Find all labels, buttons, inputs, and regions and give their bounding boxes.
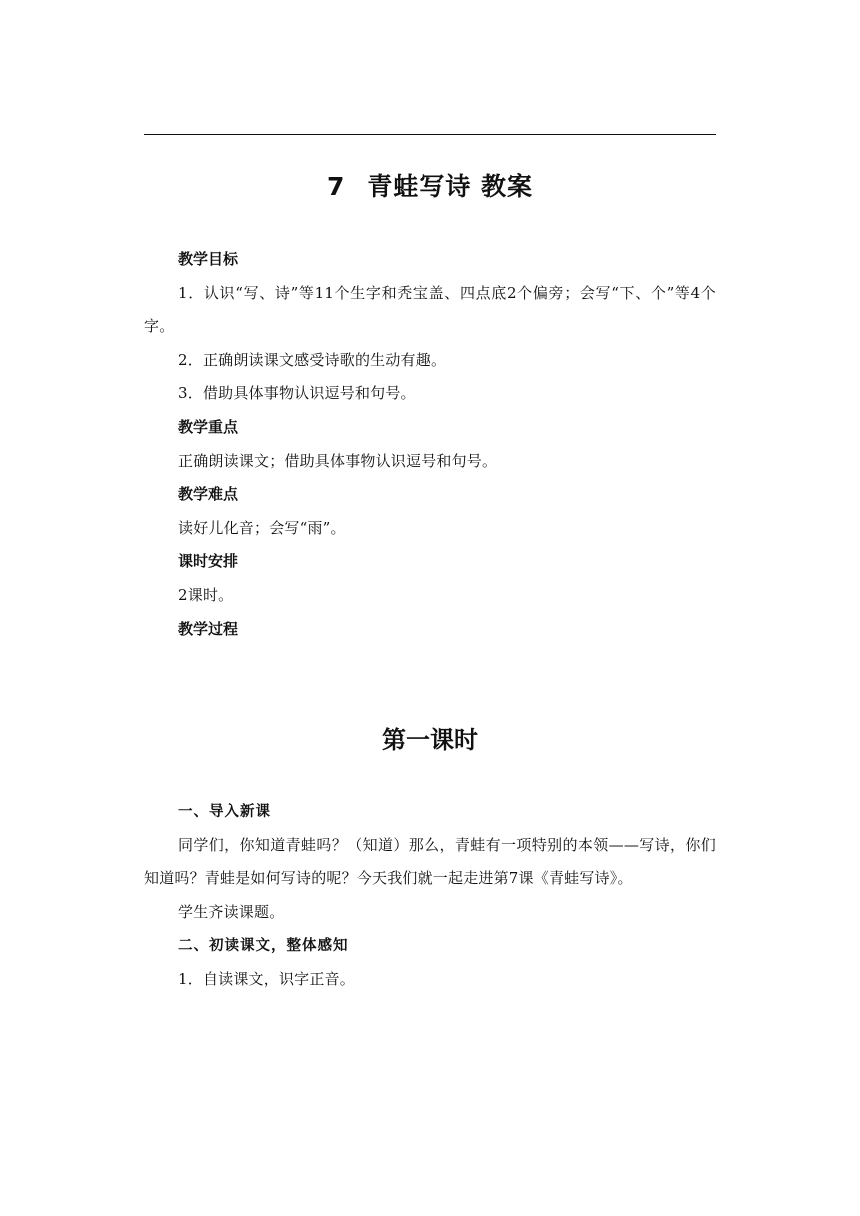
part2-heading: 二、初读课文，整体感知 xyxy=(178,937,349,955)
part2-paragraph-1: 1．自读课文，识字正音。 xyxy=(178,969,355,988)
header-rule xyxy=(144,134,716,135)
key-points-text: 正确朗读课文；借助具体事物认识逗号和句号。 xyxy=(178,451,498,470)
document-page xyxy=(144,0,716,1216)
schedule-heading: 课时安排 xyxy=(178,552,239,571)
key-points-heading: 教学重点 xyxy=(178,417,239,436)
objective-item-3: 3．借助具体事物认识逗号和句号。 xyxy=(178,384,416,403)
lesson-number: 7 xyxy=(326,172,346,201)
part1-heading: 一、导入新课 xyxy=(178,803,271,820)
difficulties-heading: 教学难点 xyxy=(178,485,239,504)
objective-item-2: 2．正确朗读课文感受诗歌的生动有趣。 xyxy=(178,350,447,369)
part1-paragraph-2: 学生齐读课题。 xyxy=(178,902,285,921)
lesson-one-title: 第一课时 xyxy=(382,726,478,754)
document-title xyxy=(144,168,716,206)
schedule-text: 2课时。 xyxy=(178,585,234,604)
objectives-heading: 教学目标 xyxy=(178,250,239,268)
lesson-one-body xyxy=(144,795,716,997)
objective-item-1: 1．认识“写、诗”等11个生字和秃宝盖、四点底2个偏旁；会写“下、个”等4个字。 xyxy=(144,283,716,336)
difficulties-text: 读好儿化音；会写“雨”。 xyxy=(178,518,346,537)
process-heading: 教学过程 xyxy=(178,619,239,638)
title-text: 青蛙写诗 教案 xyxy=(367,172,534,201)
lesson-plan-intro xyxy=(144,243,716,646)
part1-paragraph-1: 同学们，你知道青蛙吗？（知道）那么，青蛙有一项特别的本领——写诗，你们知道吗？青蛙是如何写诗的呢？今天我们就一起走进第7课《青蛙写诗》。 xyxy=(144,835,716,888)
